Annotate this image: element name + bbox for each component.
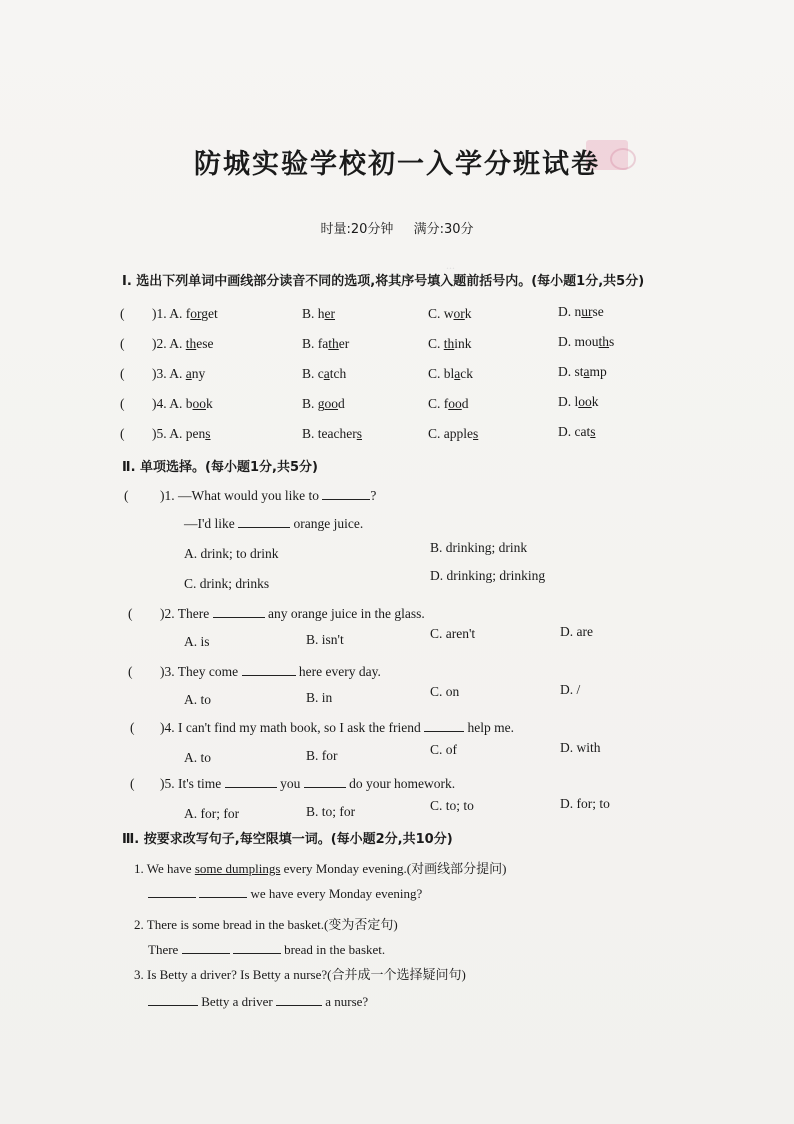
s1-q4-opt-b: B. good <box>302 396 345 411</box>
s2-q3-opt-c: C. on <box>430 684 460 699</box>
section-2-heading: Ⅱ. 单项选择。(每小题1分,共5分) <box>122 460 318 475</box>
answer-paren: ( <box>120 396 125 411</box>
s2-q1-line1: )1. —What would you like to ? <box>160 488 377 503</box>
s1-q3-opt-c: C. black <box>428 366 474 381</box>
s1-q3-opt-a: )3. A. any <box>152 366 206 381</box>
s2-q5-opt-d: D. for; to <box>560 796 610 811</box>
s1-q1-opt-c: C. work <box>428 306 472 321</box>
blank[interactable] <box>238 526 290 528</box>
s1-q1-opt-d: D. nurse <box>558 304 604 319</box>
blank[interactable] <box>213 616 265 618</box>
section-1-heading: Ⅰ. 选出下列单词中画线部分读音不同的选项,将其序号填入题前括号内。(每小题1分,共5分) <box>122 274 645 289</box>
s2-q3-stem: )3. They come here every day. <box>160 664 381 679</box>
s2-q1-line2: —I'd like orange juice. <box>184 516 364 531</box>
exam-meta <box>0 218 794 237</box>
s2-q4-opt-c: C. of <box>430 742 457 757</box>
answer-paren: ( <box>120 366 125 381</box>
s3-q3-stem: 3. Is Betty a driver? Is Betty a nurse?(合并成一个选择疑问句) <box>134 967 466 982</box>
s3-q2-stem: 2. There is some bread in the basket.(变为否定句) <box>134 917 398 932</box>
answer-paren: ( <box>128 606 133 621</box>
blank[interactable] <box>276 1004 322 1006</box>
answer-paren: ( <box>128 664 133 679</box>
blank[interactable] <box>304 786 346 788</box>
s2-q1-opt-c: C. drink; drinks <box>184 576 270 591</box>
s1-q4-opt-a: )4. A. book <box>152 396 213 411</box>
s1-q3-opt-d: D. stamp <box>558 364 607 379</box>
s2-q3-opt-d: D. / <box>560 682 581 697</box>
s1-q5-opt-d: D. cats <box>558 424 596 439</box>
s1-q3-opt-b: B. catch <box>302 366 347 381</box>
blank[interactable] <box>424 730 464 732</box>
s2-q2-opt-d: D. are <box>560 624 593 639</box>
blank[interactable] <box>148 896 196 898</box>
answer-paren: ( <box>130 720 135 735</box>
s3-q2-answer: There bread in the basket. <box>148 942 386 957</box>
s1-q5-opt-b: B. teachers <box>302 426 362 441</box>
full-score: 满分:30分 <box>413 222 474 237</box>
s3-q1-stem: 1. We have some dumplings every Monday evening.(对画线部分提问) <box>134 861 507 876</box>
s2-q5-opt-a: A. for; for <box>184 806 240 821</box>
time-limit: 时量:20分钟 <box>320 222 394 237</box>
s2-q2-stem: )2. There any orange juice in the glass. <box>160 606 425 621</box>
answer-paren: ( <box>120 306 125 321</box>
blank[interactable] <box>182 952 230 954</box>
s2-q2-opt-b: B. isn't <box>306 632 344 647</box>
s1-q1-opt-a: )1. A. forget <box>152 306 218 321</box>
s1-q2-opt-d: D. mouths <box>558 334 615 349</box>
blank[interactable] <box>225 786 277 788</box>
s1-q5-opt-c: C. apples <box>428 426 479 441</box>
s2-q5-stem: )5. It's time you do your homework. <box>160 776 456 791</box>
s3-q3-answer: Betty a driver a nurse? <box>148 994 368 1010</box>
s2-q5-opt-c: C. to; to <box>430 798 474 813</box>
blank[interactable] <box>322 498 370 500</box>
s2-q3-opt-a: A. to <box>184 692 211 707</box>
s2-q1-opt-d: D. drinking; drinking <box>430 568 546 583</box>
answer-paren: ( <box>120 426 125 441</box>
s1-q2-opt-c: C. think <box>428 336 472 351</box>
s2-q4-stem: )4. I can't find my math book, so I ask the friend help me. <box>160 720 514 735</box>
s2-q2-opt-a: A. is <box>184 634 210 649</box>
s1-q4-opt-d: D. look <box>558 394 599 409</box>
s2-q4-opt-a: A. to <box>184 750 211 765</box>
s2-q2-opt-c: C. aren't <box>430 626 476 641</box>
blank[interactable] <box>199 896 247 898</box>
s1-q4-opt-c: C. food <box>428 396 469 411</box>
blank[interactable] <box>233 952 281 954</box>
s1-q2-opt-a: )2. A. these <box>152 336 214 351</box>
answer-paren: ( <box>124 488 129 503</box>
s2-q1-opt-b: B. drinking; drink <box>430 540 528 555</box>
exam-title: 防城实验学校初一入学分班试卷 <box>194 149 600 180</box>
s2-q4-opt-b: B. for <box>306 748 338 763</box>
s2-q5-opt-b: B. to; for <box>306 804 356 819</box>
s3-q1-answer: we have every Monday evening? <box>148 886 422 902</box>
s1-q2-opt-b: B. father <box>302 336 350 351</box>
section-3-heading: Ⅲ. 按要求改写句子,每空限填一词。(每小题2分,共10分) <box>122 832 453 847</box>
s1-q1-opt-b: B. her <box>302 306 336 321</box>
bleed-through-text: ... <box>446 258 455 272</box>
s2-q4-opt-d: D. with <box>560 740 601 755</box>
blank[interactable] <box>242 674 296 676</box>
s1-q5-opt-a: )5. A. pens <box>152 426 211 441</box>
answer-paren: ( <box>130 776 135 791</box>
answer-paren: ( <box>120 336 125 351</box>
s2-q3-opt-b: B. in <box>306 690 333 705</box>
blank[interactable] <box>148 1004 198 1006</box>
s2-q1-opt-a: A. drink; to drink <box>184 546 279 561</box>
